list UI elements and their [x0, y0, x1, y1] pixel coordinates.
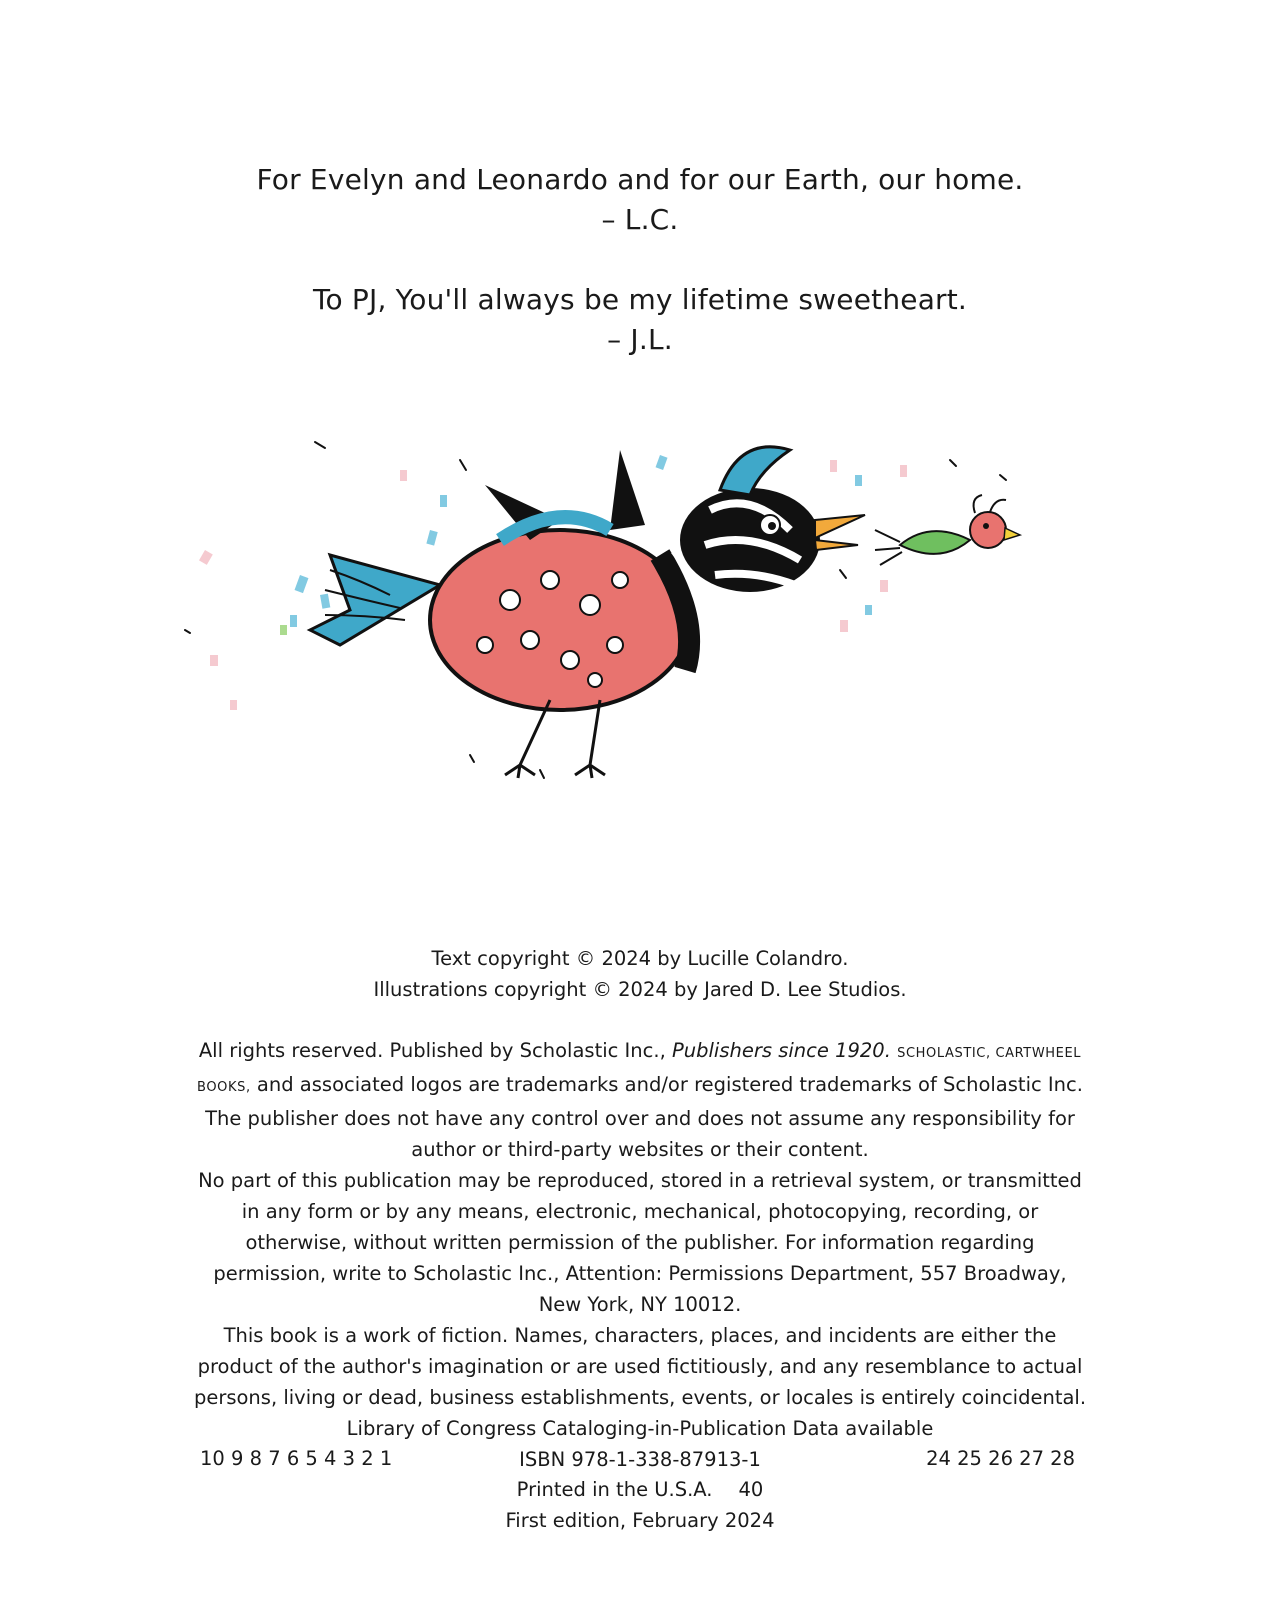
dedication-line: For Evelyn and Leonardo and for our Earth, our home. [256, 163, 1024, 196]
printed-line [190, 1474, 1090, 1505]
rights-lead: All rights reserved. Published by Scholastic Inc., [198, 1039, 666, 1062]
dedication-lc [0, 160, 1280, 240]
printed-place: Printed in the U.S.A. [516, 1478, 713, 1501]
illustrations-copyright: Illustrations copyright © 2024 by Jared D. Lee Studios. [373, 978, 907, 1001]
dedication-jl [0, 280, 1280, 360]
copyright-block [190, 943, 1090, 1005]
printing-info [190, 1474, 1090, 1536]
bird-illustration-icon [140, 380, 1140, 870]
trademark-notice [190, 1035, 1090, 1165]
text-copyright: Text copyright © 2024 by Lucille Colandro. [431, 947, 849, 970]
printing-line-left: 10 9 8 7 6 5 4 3 2 1 [200, 1447, 393, 1470]
printing-line-right: 24 25 26 27 28 [926, 1447, 1075, 1470]
trademark-text: and associated logos are trademarks and/or registered trademarks of Scholastic Inc. [256, 1073, 1083, 1096]
dedication-signature: – L.C. [601, 203, 679, 236]
cip-notice: Library of Congress Cataloging-in-Publication Data available [346, 1417, 934, 1440]
edition: First edition, February 2024 [505, 1509, 775, 1532]
fiction-notice: This book is a work of fiction. Names, characters, places, and incidents are either the product of the author's imagination or are used fictitiously, and any resemblance to actual persons, living or dead, business establishments, events, or locales is entirely coincidental. [193, 1324, 1087, 1409]
publisher-slogan: Publishers since 1920. [672, 1039, 891, 1062]
permission-notice: No part of this publication may be reproduced, stored in a retrieval system, or transmitted in any form or by any means, electronic, mechanical, photocopying, recording, or otherwise, without written permission of the publisher. For information regarding permission, write to Scholastic Inc., Attention: Permissions Department, 557 Broadway, New York, NY 10012. [198, 1169, 1082, 1316]
imprint-names: SCHOLASTIC, CARTWHEEL BOOKS, [197, 1046, 1082, 1095]
rights-block [190, 1035, 1090, 1475]
website-disclaimer: The publisher does not have any control over and does not assume any responsibility for author or third-party websites or their content. [205, 1107, 1075, 1161]
isbn: ISBN 978-1-338-87913-1 [519, 1448, 761, 1471]
printer-code: 40 [738, 1478, 764, 1501]
dedication-line: To PJ, You'll always be my lifetime sweetheart. [312, 283, 968, 316]
dedication-signature: – J.L. [607, 323, 673, 356]
